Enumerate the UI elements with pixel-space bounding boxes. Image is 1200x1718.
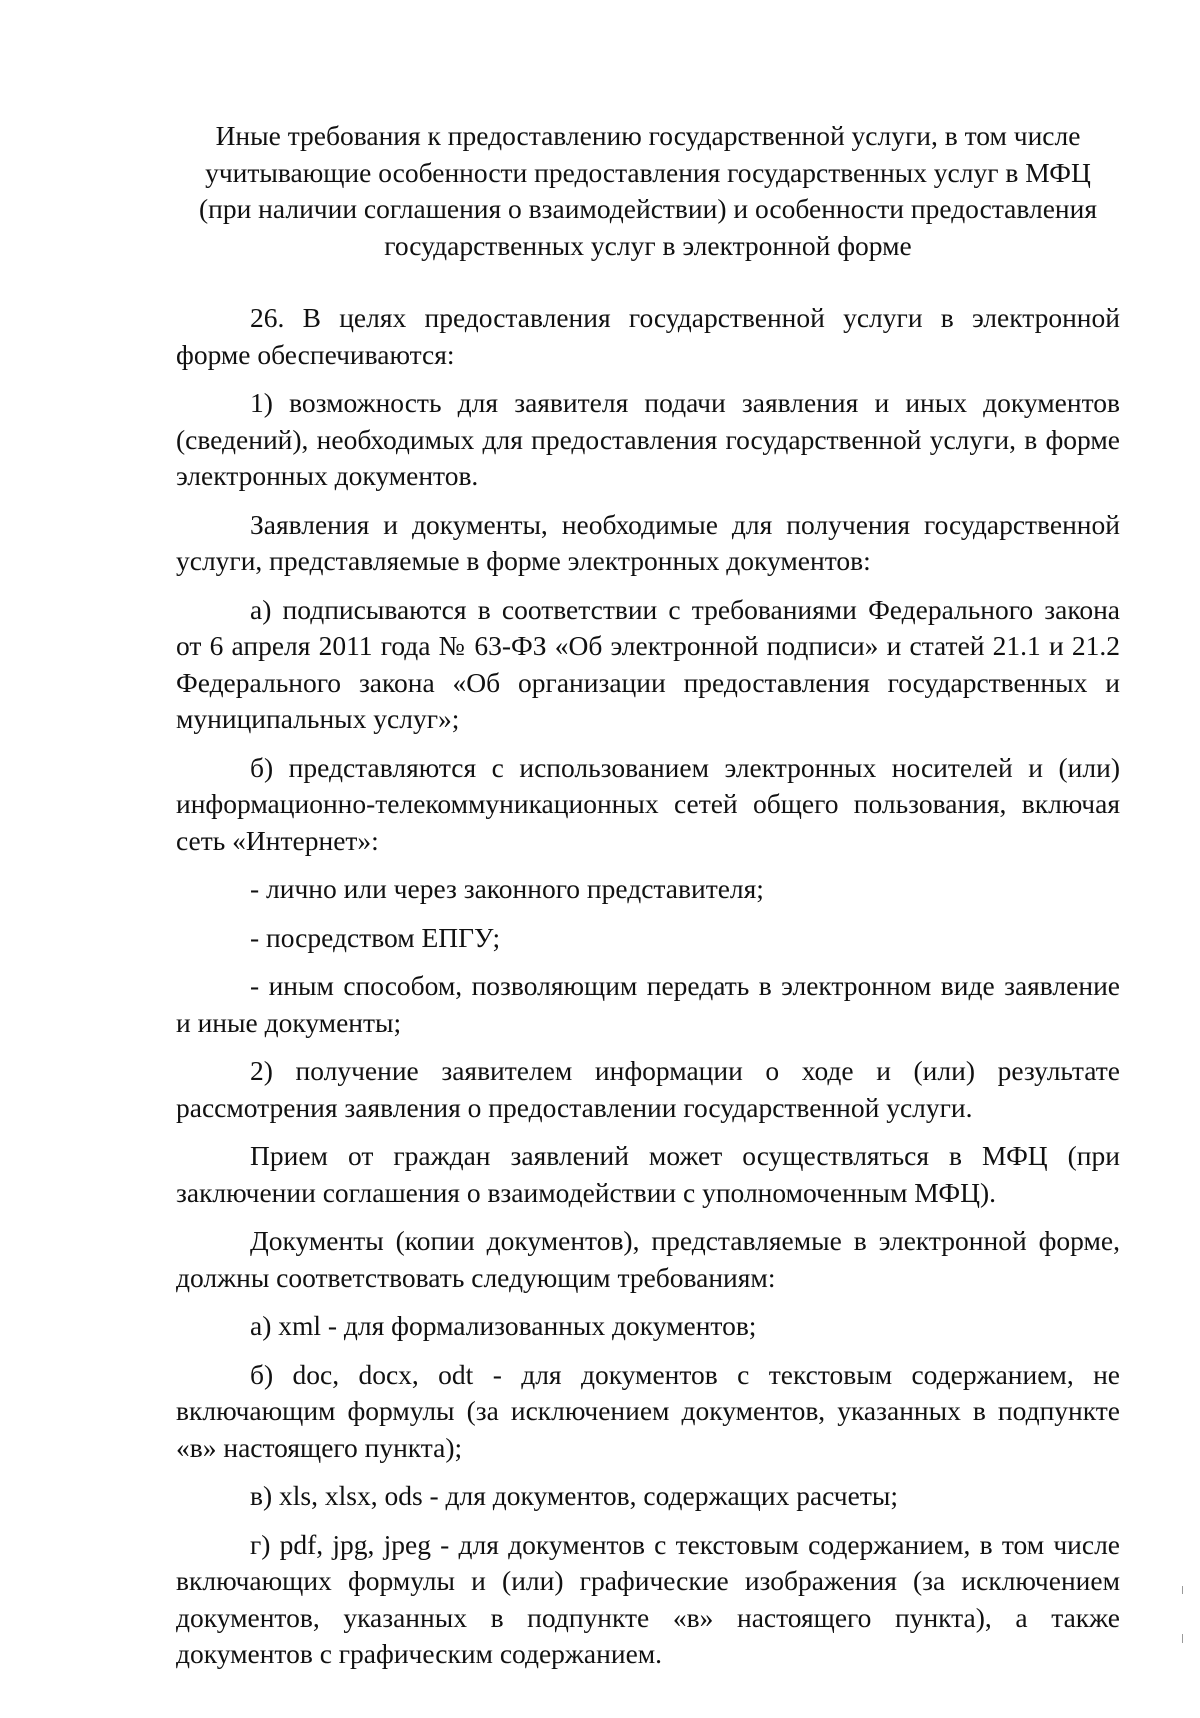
format-item-pdf: г) pdf, jpg, jpeg - для документов с текстовым содержанием, в том числе включающих формулы и (или) графические изображения (за исключением документов, указанных в подпункте «в» настоящего пункта), а также документов с графическим содержанием. — [176, 1528, 1120, 1669]
format-item-xls: в) xls, xlsx, ods - для документов, содержащих расчеты; — [250, 1480, 898, 1511]
paragraph-subitem-a-signed: а) подписываются в соответствии с требованиями Федерального закона от 6 апреля 2011 года № 63-ФЗ «Об электронной подписи» и статей 21.1 и 21.2 Федерального закона «Об организации предоставления государственных и муниципальных услуг»; — [176, 593, 1120, 734]
heading-line: Иные требования к предоставлению государственной услуги, в том числе — [215, 120, 1081, 151]
scan-artifact-mark — [1182, 1586, 1183, 1594]
heading-line: учитывающие особенности предоставления государственных услуг в МФЦ — [205, 156, 1091, 188]
paragraph-applications-intro: Заявления и документы, необходимые для получения государственной услуги, представляемые в форме электронных документов: — [176, 508, 1120, 576]
scan-artifact-mark — [1182, 1634, 1183, 1643]
format-item-doc: б) doc, docx, odt - для документов с текстовым содержанием, не включающим формулы (за исключением документов, указанных в подпункте «в» настоящего пункта); — [176, 1358, 1120, 1463]
format-item-xml: а) xml - для формализованных документов; — [250, 1310, 757, 1341]
list-item-other-method: - иным способом, позволяющим передать в электронном виде заявление и иные документы; — [176, 970, 1120, 1038]
paragraph-mfc-reception: Прием от граждан заявлений может осуществляться в МФЦ (при заключении соглашения о взаимодействии с уполномоченным МФЦ). — [176, 1140, 1120, 1208]
paragraph-item-26: 26. В целях предоставления государственной услуги в электронной форме обеспечиваются: — [176, 302, 1120, 370]
section-heading — [176, 118, 1120, 264]
heading-line: (при наличии соглашения о взаимодействии) и особенности предоставления — [198, 193, 1098, 224]
paragraph-subitem-1: 1) возможность для заявителя подачи заявления и иных документов (сведений), необходимых для предоставления государственной услуги, в форме электронных документов. — [176, 387, 1120, 491]
paragraph-format-requirements: Документы (копии документов), представляемые в электронной форме, должны соответствовать следующим требованиям: — [176, 1225, 1120, 1293]
document-page — [176, 118, 1120, 1685]
paragraph-subitem-2: 2) получение заявителем информации о ходе и (или) результате рассмотрения заявления о предоставлении государственной услуги. — [176, 1055, 1120, 1123]
list-item-personally: - лично или через законного представителя; — [250, 873, 764, 904]
list-item-epgu: - посредством ЕПГУ; — [250, 921, 501, 953]
paragraph-subitem-b-submitted: б) представляются с использованием электронных носителей и (или) информационно-телекоммуникационных сетей общего пользования, включая сеть «Интернет»: — [176, 751, 1120, 856]
heading-line: государственных услуг в электронной форме — [384, 229, 912, 261]
